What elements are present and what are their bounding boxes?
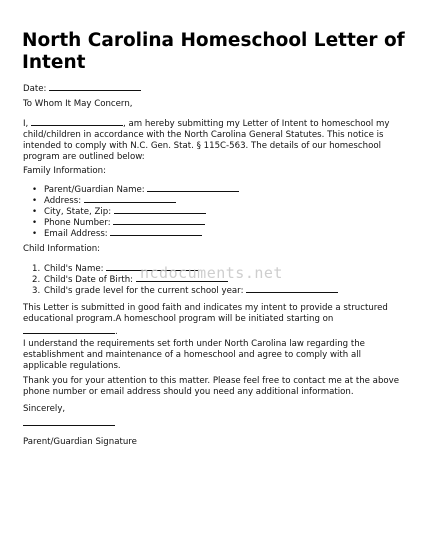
closing: Sincerely, [23, 404, 66, 414]
email-blank[interactable] [110, 227, 202, 236]
list-number: 1. [32, 264, 41, 274]
thanks-paragraph: Thank you for your attention to this matter. Please feel free to contact me at the above phone number or email address should you need any additional information. [23, 376, 400, 397]
date-line [23, 82, 413, 95]
family-item-label: Email Address: [44, 229, 108, 239]
understand-paragraph: I understand the requirements set forth under North Carolina law regarding the establishment and maintenance of a homeschool and agree to comply with all applicable regulations. [23, 339, 365, 371]
date-blank[interactable] [49, 82, 141, 91]
child-item-label: Child's Name: [44, 264, 104, 274]
child-item-label: Child's grade level for the current school year: [44, 286, 244, 296]
document-title: North Carolina Homeschool Letter of Intent [22, 30, 405, 73]
phone-blank[interactable] [113, 216, 205, 225]
family-item-label: Address: [44, 196, 82, 206]
bullet-icon: • [32, 196, 38, 206]
good-faith-paragraph [23, 303, 403, 338]
intro-text: , am hereby submitting my Letter of Intent to homeschool my child/children in accordance with the North Carolina General Statutes. This notice is intended to comply with N.C. Gen. Stat. § 115C-563. The details of our homeschool program are outlined below: [23, 119, 390, 162]
family-item-label: City, State, Zip: [44, 207, 112, 217]
bullet-icon: • [32, 185, 38, 195]
salutation: To Whom It May Concern, [23, 99, 133, 109]
child-item-grade [32, 284, 338, 297]
start-date-blank[interactable] [23, 325, 115, 334]
intro-paragraph [23, 117, 395, 163]
family-item-label: Parent/Guardian Name: [44, 185, 145, 195]
grade-blank[interactable] [246, 284, 338, 293]
parent-name-blank[interactable] [147, 183, 239, 192]
date-label: Date: [23, 84, 47, 94]
good-faith-text: This Letter is submitted in good faith and indicates my intent to provide a structured educational program.A homeschool program will be initiated starting on [23, 303, 388, 324]
bullet-icon: • [32, 229, 38, 239]
family-item-label: Phone Number: [44, 218, 111, 228]
child-heading: Child Information: [23, 244, 101, 254]
name-blank[interactable] [31, 117, 123, 126]
signature-label: Parent/Guardian Signature [23, 437, 137, 447]
signature-line[interactable] [23, 425, 115, 426]
list-number: 3. [32, 286, 41, 296]
city-blank[interactable] [114, 205, 206, 214]
list-number: 2. [32, 275, 41, 285]
watermark: ncdocuments.net [140, 264, 283, 282]
family-heading: Family Information: [23, 166, 107, 176]
child-item-label: Child's Date of Birth: [44, 275, 134, 285]
bullet-icon: • [32, 207, 38, 217]
family-item-email [32, 227, 202, 240]
intro-prefix: I, [23, 119, 29, 129]
address-blank[interactable] [84, 194, 176, 203]
bullet-icon: • [32, 218, 38, 228]
period: . [115, 327, 118, 337]
